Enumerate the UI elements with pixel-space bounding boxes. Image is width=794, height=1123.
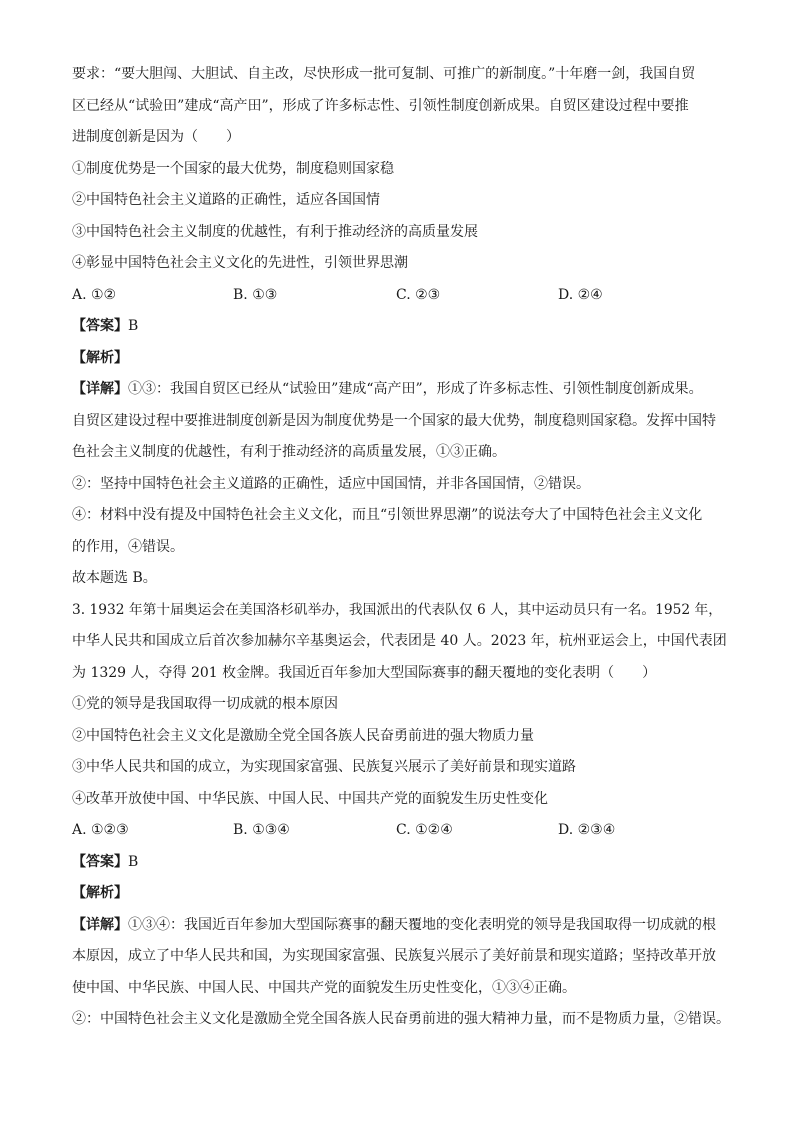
- q2-stem-line-3: 进制度创新是因为（ ）: [72, 129, 240, 145]
- section-marker: 【解析】: [72, 350, 128, 366]
- q3-statement-2: ②中国特色社会主义文化是激励全党全国各族人民奋勇前进的强大物质力量: [72, 728, 534, 744]
- q3-detail-line-4: ②：中国特色社会主义文化是激励全党全国各族人民奋勇前进的强大精神力量，而不是物质力量，②错误。: [72, 1011, 730, 1027]
- q3-option-b: B. ①③④: [233, 822, 290, 838]
- q2-conclusion: 故本题选 B。: [72, 570, 157, 586]
- q3-stem-line-3: 为 1329 人，夺得 201 枚金牌。我国近百年参加大型国际赛事的翻天覆地的变化表明（ ）: [72, 665, 657, 681]
- q3-statement-1: ①党的领导是我国取得一切成就的根本原因: [72, 696, 338, 712]
- q2-detail-line-2: 自贸区建设过程中要推进制度创新是因为制度优势是一个国家的最大优势，制度稳则国家稳。发挥中国特: [72, 413, 716, 429]
- q2-option-c: C. ②③: [396, 287, 441, 303]
- q3-statement-4: ④改革开放使中国、中华民族、中国人民、中国共产党的面貌发生历史性变化: [72, 791, 548, 807]
- section-marker: 【解析】: [72, 885, 128, 901]
- q3-option-a: A. ①②③: [72, 822, 129, 838]
- q2-statement-2: ②中国特色社会主义道路的正确性，适应各国国情: [72, 192, 380, 208]
- q2-statement-4: ④彰显中国特色社会主义文化的先进性，引领世界思潮: [72, 255, 408, 271]
- q2-detail-line-3: 色社会主义制度的优越性，有利于推动经济的高质量发展，①③正确。: [72, 444, 506, 460]
- section-marker: 【答案】: [72, 318, 128, 334]
- q2-option-a: A. ①②: [72, 287, 117, 303]
- section-marker: 【详解】: [72, 381, 128, 397]
- q2-statement-1: ①制度优势是一个国家的最大优势，制度稳则国家稳: [72, 161, 394, 177]
- q3-option-d: D. ②③④: [558, 822, 616, 838]
- section-marker: 【答案】: [72, 854, 128, 870]
- q2-statement-3: ③中国特色社会主义制度的优越性，有利于推动经济的高质量发展: [72, 224, 478, 240]
- q3-detail-line-3: 使中国、中华民族、中国人民、中国共产党的面貌发生历史性变化，①③④正确。: [72, 980, 576, 996]
- q3-stem-line-2: 中华人民共和国成立后首次参加赫尔辛基奥运会，代表团是 40 人。2023 年，杭州亚运会上，中国代表团: [72, 633, 727, 649]
- section-marker: 【详解】: [72, 917, 128, 933]
- q3-detail-line-2: 本原因，成立了中华人民共和国，为实现国家富强、民族复兴展示了美好前景和现实道路；坚持改革开放: [72, 948, 716, 964]
- q3-analysis-heading: [72, 883, 732, 903]
- q3-statement-3: ③中华人民共和国的成立，为实现国家富强、民族复兴展示了美好前景和现实道路: [72, 759, 576, 775]
- q2-detail-line-4: ②：坚持中国特色社会主义道路的正确性，适应中国国情，并非各国国情，②错误。: [72, 476, 590, 492]
- q2-answer: 【答案】B: [72, 318, 139, 334]
- q2-detail-line-6: 的作用，④错误。: [72, 539, 184, 555]
- q3-stem-line-1: 3. 1932 年第十届奥运会在美国洛杉矶举办，我国派出的代表队仅 6 人，其中运动员只有一名。1952 年，: [72, 602, 722, 618]
- q2-analysis-heading: [72, 348, 732, 368]
- q2-option-d: D. ②④: [558, 287, 603, 303]
- q3-option-c: C. ①②④: [396, 822, 453, 838]
- q2-stem-line-2: 区已经从“试验田”建成“高产田”，形成了许多标志性、引领性制度创新成果。自贸区建设过程中要推: [72, 98, 689, 114]
- q2-option-b: B. ①③: [233, 287, 278, 303]
- q2-detail-line-5: ④：材料中没有提及中国特色社会主义文化，而且“引领世界思潮”的说法夸大了中国特色社会主义文化: [72, 507, 703, 523]
- q3-detail-line-1: 【详解】①③④：我国近百年参加大型国际赛事的翻天覆地的变化表明党的领导是我国取得一切成就的根: [72, 917, 716, 933]
- q2-detail-line-1: 【详解】①③：我国自贸区已经从“试验田”建成“高产田”，形成了许多标志性、引领性制度创新成果。: [72, 381, 703, 397]
- q3-answer: 【答案】B: [72, 854, 139, 870]
- q2-stem-line-1: 要求：“要大胆闯、大胆试、自主改，尽快形成一批可复制、可推广的新制度。”十年磨一剑，我国自贸: [72, 66, 696, 82]
